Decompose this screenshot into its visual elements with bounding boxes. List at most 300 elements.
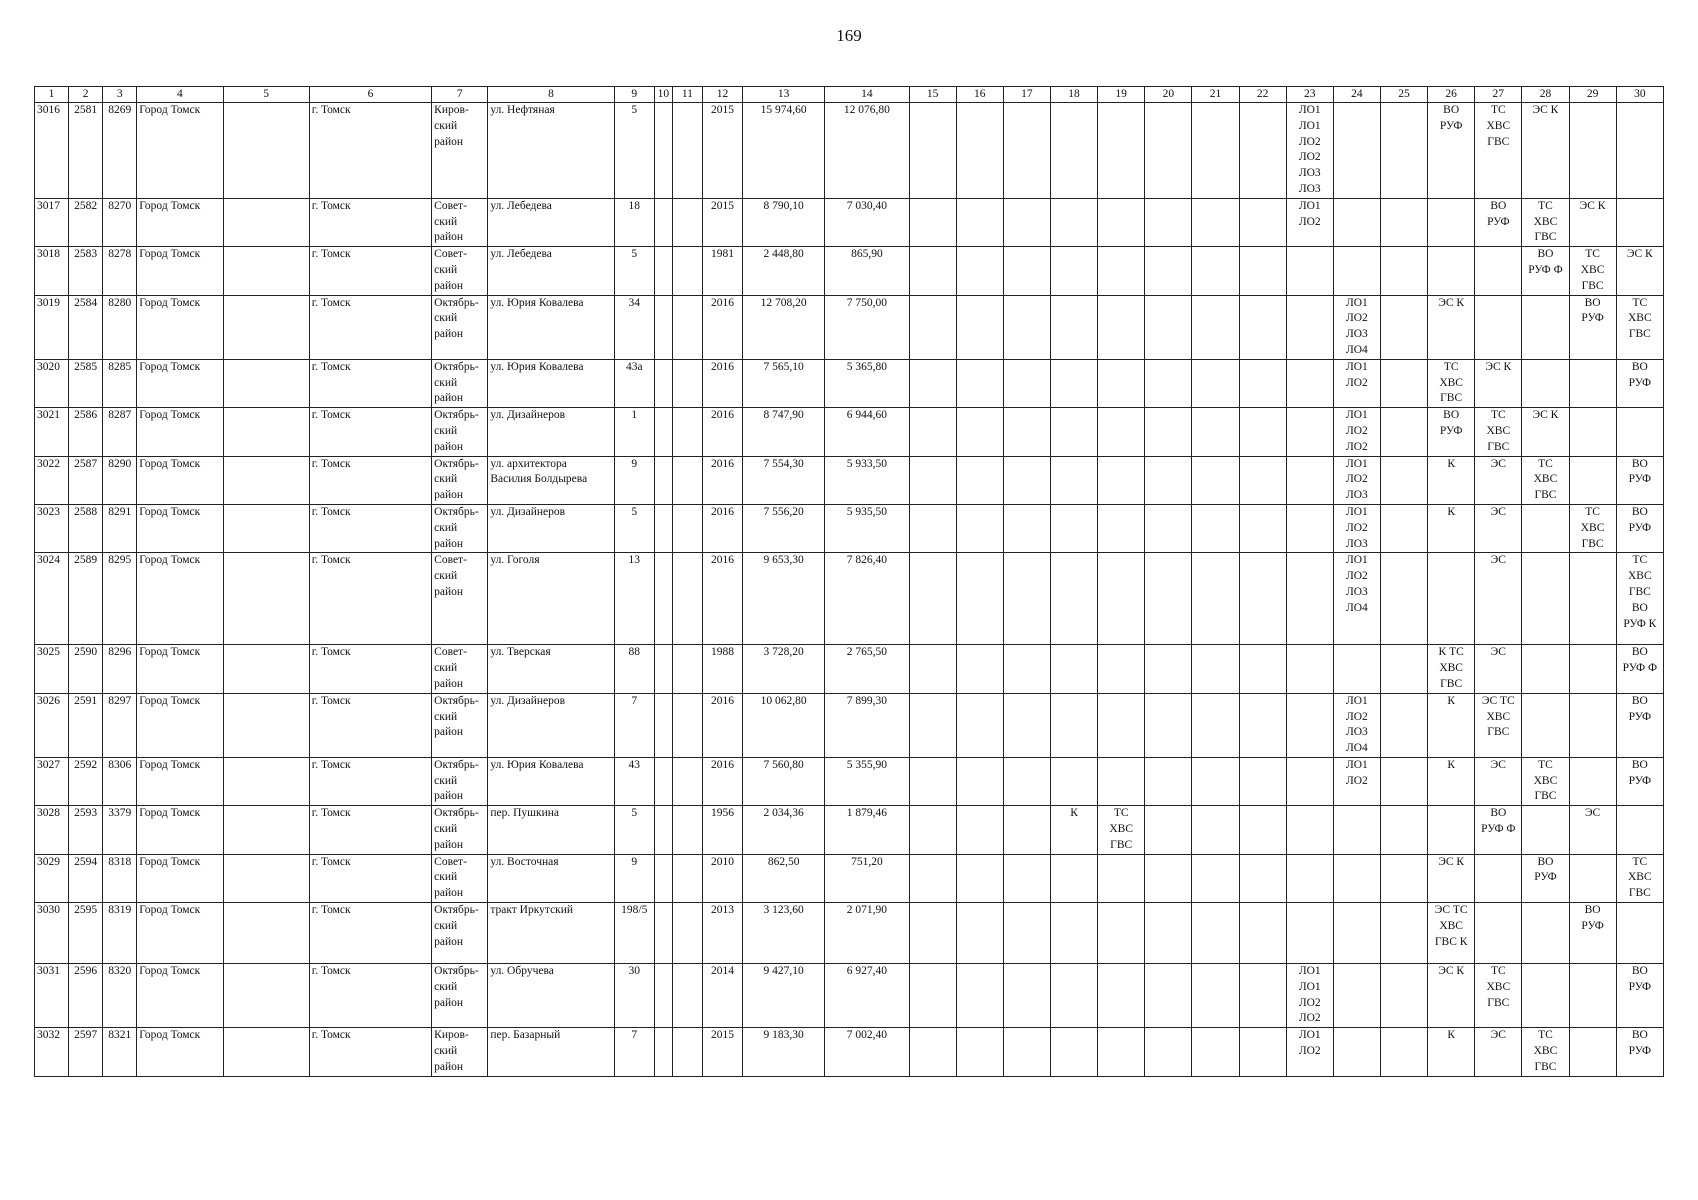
cell-col-18	[1050, 456, 1097, 504]
cell-col-6: г. Томск	[309, 757, 431, 805]
cell-col-11	[672, 964, 702, 1028]
cell-col-15	[909, 1028, 956, 1076]
cell-line: ХВС	[1439, 662, 1463, 675]
cell-col-4: Город Томск	[137, 456, 223, 504]
table-row	[35, 645, 1664, 693]
cell-line: ВО	[1631, 505, 1648, 518]
cell-col-24	[1333, 553, 1380, 645]
cell-line: ЛО1	[1345, 694, 1368, 707]
cell-col-24	[1333, 103, 1380, 199]
cell-col-8	[488, 757, 614, 805]
column-header-4: 4	[137, 87, 223, 103]
cell-line: ВО	[1537, 248, 1554, 261]
cell-line: Октябрь-	[434, 360, 479, 373]
cell-col-11	[672, 553, 702, 645]
cell-line: ГВС	[1110, 838, 1133, 851]
cell-col-14: 12 076,80	[825, 103, 909, 199]
cell-col-15	[909, 359, 956, 407]
cell-col-30	[1616, 359, 1663, 407]
column-header-29: 29	[1569, 87, 1616, 103]
cell-col-13: 3 728,20	[743, 645, 825, 693]
cell-col-21	[1192, 359, 1239, 407]
cell-col-3: 8318	[103, 854, 137, 902]
cell-col-8	[488, 295, 614, 359]
cell-col-19	[1098, 198, 1145, 246]
cell-line: ХВС	[1486, 424, 1511, 437]
cell-col-20	[1145, 854, 1192, 902]
cell-line: ЛО2	[1345, 312, 1368, 325]
cell-col-8	[488, 103, 614, 199]
cell-line: район	[434, 1060, 464, 1073]
cell-col-5	[223, 295, 309, 359]
cell-col-29	[1569, 757, 1616, 805]
page-number: 169	[836, 26, 862, 45]
cell-line: ВО	[1631, 457, 1648, 470]
cell-col-4: Город Томск	[137, 757, 223, 805]
cell-line: ский	[434, 710, 458, 723]
cell-col-21	[1192, 103, 1239, 199]
table-row	[35, 806, 1664, 854]
cell-col-5	[223, 964, 309, 1028]
column-header-9: 9	[614, 87, 654, 103]
cell-col-29	[1569, 964, 1616, 1028]
cell-col-7	[432, 553, 488, 645]
cell-col-8	[488, 247, 614, 295]
cell-line: ЛО1	[1345, 409, 1368, 422]
cell-col-22	[1239, 103, 1286, 199]
cell-col-25	[1380, 198, 1427, 246]
cell-line: район	[434, 585, 464, 598]
cell-col-16	[956, 854, 1003, 902]
cell-col-8	[488, 408, 614, 456]
cell-col-21	[1192, 408, 1239, 456]
cell-line: ГВС	[1534, 790, 1557, 803]
cell-col-19	[1098, 645, 1145, 693]
cell-col-20	[1145, 198, 1192, 246]
cell-col-24	[1333, 359, 1380, 407]
cell-line: ТС	[1632, 855, 1648, 868]
cell-col-29	[1569, 103, 1616, 199]
cell-col-6: г. Томск	[309, 693, 431, 757]
column-header-21: 21	[1192, 87, 1239, 103]
cell-line: Василия Болдырева	[490, 473, 588, 486]
cell-line: ЭС К	[1579, 199, 1606, 212]
cell-col-18	[1050, 198, 1097, 246]
cell-col-28	[1522, 103, 1569, 199]
cell-col-9: 7	[614, 693, 654, 757]
cell-col-30	[1616, 504, 1663, 552]
cell-col-14: 7 002,40	[825, 1028, 909, 1076]
cell-line: ТС	[1490, 965, 1506, 978]
cell-col-20	[1145, 359, 1192, 407]
cell-line: ВО	[1537, 855, 1554, 868]
cell-col-9: 198/5	[614, 903, 654, 964]
cell-line: ский	[434, 774, 458, 787]
cell-col-19	[1098, 757, 1145, 805]
cell-line: район	[434, 935, 464, 948]
cell-col-15	[909, 645, 956, 693]
cell-col-22	[1239, 806, 1286, 854]
cell-col-22	[1239, 645, 1286, 693]
cell-col-15	[909, 504, 956, 552]
cell-col-10	[654, 645, 672, 693]
cell-col-13: 7 554,30	[743, 456, 825, 504]
cell-col-21	[1192, 247, 1239, 295]
cell-col-13: 7 556,20	[743, 504, 825, 552]
cell-col-5	[223, 903, 309, 964]
cell-line: ЭС	[1490, 554, 1506, 567]
cell-col-2: 2584	[69, 295, 103, 359]
cell-col-18	[1050, 645, 1097, 693]
cell-col-5	[223, 693, 309, 757]
cell-col-30	[1616, 295, 1663, 359]
cell-col-20	[1145, 806, 1192, 854]
cell-line: ТС	[1113, 807, 1129, 820]
cell-col-15	[909, 456, 956, 504]
cell-col-28	[1522, 295, 1569, 359]
column-header-14: 14	[825, 87, 909, 103]
cell-col-10	[654, 247, 672, 295]
column-header-2: 2	[69, 87, 103, 103]
cell-col-3: 8280	[103, 295, 137, 359]
cell-col-26	[1428, 408, 1475, 456]
cell-line: РУФ	[1439, 119, 1463, 132]
table-row	[35, 504, 1664, 552]
cell-col-24	[1333, 854, 1380, 902]
cell-col-28	[1522, 693, 1569, 757]
cell-line: ХВС	[1486, 710, 1511, 723]
cell-col-14: 2 071,90	[825, 903, 909, 964]
cell-col-8	[488, 359, 614, 407]
cell-col-23	[1286, 854, 1333, 902]
cell-col-1: 3022	[35, 456, 69, 504]
cell-col-22	[1239, 247, 1286, 295]
cell-col-24	[1333, 757, 1380, 805]
cell-col-19	[1098, 456, 1145, 504]
cell-col-17	[1003, 1028, 1050, 1076]
cell-line: Совет-	[434, 646, 467, 659]
cell-line: район	[434, 838, 464, 851]
cell-col-6: г. Томск	[309, 1028, 431, 1076]
cell-col-5	[223, 645, 309, 693]
cell-col-7	[432, 198, 488, 246]
cell-col-17	[1003, 408, 1050, 456]
cell-col-11	[672, 247, 702, 295]
cell-col-8	[488, 553, 614, 645]
cell-col-2: 2581	[69, 103, 103, 199]
cell-line: ГВС	[1581, 279, 1604, 292]
cell-col-7	[432, 359, 488, 407]
cell-col-16	[956, 198, 1003, 246]
cell-col-29	[1569, 456, 1616, 504]
cell-col-17	[1003, 806, 1050, 854]
cell-col-24	[1333, 295, 1380, 359]
cell-col-30	[1616, 456, 1663, 504]
table-row	[35, 103, 1664, 199]
cell-col-30	[1616, 198, 1663, 246]
cell-col-7	[432, 693, 488, 757]
cell-col-28	[1522, 757, 1569, 805]
cell-col-24	[1333, 456, 1380, 504]
cell-col-5	[223, 408, 309, 456]
cell-col-6: г. Томск	[309, 645, 431, 693]
cell-line: ТС	[1632, 554, 1648, 567]
cell-line: ский	[434, 980, 458, 993]
table-body	[35, 103, 1664, 1077]
cell-line: район	[434, 392, 464, 405]
cell-col-18	[1050, 408, 1097, 456]
cell-col-28	[1522, 964, 1569, 1028]
cell-line: ХВС	[1580, 521, 1605, 534]
cell-col-28	[1522, 504, 1569, 552]
cell-col-23	[1286, 757, 1333, 805]
cell-col-18	[1050, 964, 1097, 1028]
cell-line: район	[434, 135, 464, 148]
cell-line: РУФ	[1487, 215, 1510, 228]
cell-col-9: 43	[614, 757, 654, 805]
cell-col-2: 2583	[69, 247, 103, 295]
cell-col-18	[1050, 553, 1097, 645]
cell-col-3: 8290	[103, 456, 137, 504]
cell-col-11	[672, 854, 702, 902]
cell-col-18	[1050, 903, 1097, 964]
cell-col-8	[488, 456, 614, 504]
column-header-23: 23	[1286, 87, 1333, 103]
cell-col-3: 8287	[103, 408, 137, 456]
cell-col-28	[1522, 854, 1569, 902]
cell-col-2: 2592	[69, 757, 103, 805]
cell-col-11	[672, 408, 702, 456]
cell-col-21	[1192, 1028, 1239, 1076]
cell-col-6: г. Томск	[309, 359, 431, 407]
cell-col-27	[1475, 456, 1522, 504]
cell-line: ХВС	[1628, 570, 1652, 583]
cell-col-8	[488, 964, 614, 1028]
cell-line: ул. архитектора	[490, 457, 567, 470]
cell-line: ул. Восточная	[490, 855, 559, 868]
cell-col-17	[1003, 903, 1050, 964]
cell-col-4: Город Томск	[137, 553, 223, 645]
cell-col-23	[1286, 645, 1333, 693]
cell-col-26	[1428, 103, 1475, 199]
cell-col-12: 1956	[702, 806, 742, 854]
cell-line: РУФ	[1628, 376, 1652, 389]
table-row	[35, 854, 1664, 902]
cell-col-13: 10 062,80	[743, 693, 825, 757]
cell-col-12: 1988	[702, 645, 742, 693]
cell-col-1: 3017	[35, 198, 69, 246]
cell-line: ХВС	[1533, 473, 1558, 486]
cell-col-6: г. Томск	[309, 198, 431, 246]
cell-col-16	[956, 103, 1003, 199]
cell-col-28	[1522, 1028, 1569, 1076]
cell-col-24	[1333, 504, 1380, 552]
cell-col-21	[1192, 806, 1239, 854]
cell-col-27	[1475, 247, 1522, 295]
cell-line: район	[434, 726, 464, 739]
cell-col-27	[1475, 359, 1522, 407]
cell-line: ЛО3	[1298, 182, 1321, 195]
cell-col-2: 2582	[69, 198, 103, 246]
cell-col-30	[1616, 964, 1663, 1028]
cell-col-13: 12 708,20	[743, 295, 825, 359]
cell-col-28	[1522, 408, 1569, 456]
cell-line: Октябрь-	[434, 457, 479, 470]
cell-col-4: Город Томск	[137, 903, 223, 964]
cell-col-4: Город Томск	[137, 693, 223, 757]
cell-col-27	[1475, 408, 1522, 456]
column-header-22: 22	[1239, 87, 1286, 103]
cell-line: РУФ	[1628, 1045, 1652, 1058]
cell-col-30	[1616, 247, 1663, 295]
cell-line: РУФ	[1628, 473, 1652, 486]
cell-line: Киров-	[434, 104, 469, 116]
cell-line: Совет-	[434, 199, 467, 212]
cell-col-14: 6 944,60	[825, 408, 909, 456]
cell-line: ЛО3	[1345, 328, 1368, 341]
cell-col-8	[488, 903, 614, 964]
cell-col-19	[1098, 693, 1145, 757]
cell-line: ЛО2	[1298, 996, 1321, 1009]
cell-col-17	[1003, 456, 1050, 504]
cell-col-6: г. Томск	[309, 103, 431, 199]
cell-col-15	[909, 693, 956, 757]
cell-line: ЛО2	[1345, 376, 1368, 389]
cell-col-17	[1003, 854, 1050, 902]
cell-col-1: 3025	[35, 645, 69, 693]
cell-col-11	[672, 693, 702, 757]
cell-col-29	[1569, 408, 1616, 456]
cell-col-1: 3031	[35, 964, 69, 1028]
cell-col-13: 8 790,10	[743, 198, 825, 246]
cell-line: ул. Лебедева	[490, 199, 552, 212]
cell-col-11	[672, 806, 702, 854]
cell-line: РУФ	[1628, 710, 1652, 723]
cell-line: район	[434, 790, 464, 803]
cell-col-12: 2016	[702, 295, 742, 359]
column-header-30: 30	[1616, 87, 1663, 103]
cell-line: Октябрь-	[434, 904, 479, 917]
cell-col-3: 8278	[103, 247, 137, 295]
cell-col-9: 1	[614, 408, 654, 456]
cell-line: РУФ	[1628, 521, 1652, 534]
cell-col-8	[488, 854, 614, 902]
cell-line: ВО	[1584, 904, 1601, 917]
cell-col-2: 2588	[69, 504, 103, 552]
cell-col-18	[1050, 757, 1097, 805]
cell-col-7	[432, 295, 488, 359]
cell-line: ский	[434, 570, 458, 583]
cell-col-15	[909, 903, 956, 964]
cell-line: ский	[434, 312, 458, 325]
cell-line: К	[1070, 807, 1078, 820]
cell-col-4: Город Томск	[137, 806, 223, 854]
cell-col-1: 3020	[35, 359, 69, 407]
cell-col-5	[223, 456, 309, 504]
cell-col-29	[1569, 247, 1616, 295]
cell-line: ХВС	[1533, 1045, 1558, 1058]
cell-col-14: 751,20	[825, 854, 909, 902]
cell-col-10	[654, 806, 672, 854]
cell-col-24	[1333, 903, 1380, 964]
column-header-25: 25	[1380, 87, 1427, 103]
cell-col-3: 3379	[103, 806, 137, 854]
cell-line: ЛО1	[1298, 104, 1321, 116]
cell-col-29	[1569, 806, 1616, 854]
cell-col-9: 5	[614, 247, 654, 295]
cell-line: Совет-	[434, 554, 467, 567]
cell-line: ГВС	[1534, 1060, 1557, 1073]
table-row	[35, 456, 1664, 504]
cell-col-27	[1475, 854, 1522, 902]
cell-col-19	[1098, 553, 1145, 645]
cell-line: К	[1447, 1029, 1455, 1042]
cell-col-28	[1522, 198, 1569, 246]
cell-line: район	[434, 537, 464, 550]
cell-col-2: 2586	[69, 408, 103, 456]
cell-col-30	[1616, 854, 1663, 902]
cell-line: ский	[434, 376, 458, 389]
column-header-12: 12	[702, 87, 742, 103]
cell-col-12: 2016	[702, 693, 742, 757]
cell-line: ЭС К	[1532, 104, 1559, 116]
cell-line: ЛО3	[1345, 585, 1368, 598]
cell-col-16	[956, 964, 1003, 1028]
cell-col-19	[1098, 103, 1145, 199]
cell-col-13: 9 183,30	[743, 1028, 825, 1076]
cell-col-30	[1616, 103, 1663, 199]
cell-col-3: 8291	[103, 504, 137, 552]
cell-line: ЛО4	[1345, 742, 1368, 755]
cell-line: ГВС	[1440, 392, 1463, 405]
cell-col-25	[1380, 757, 1427, 805]
cell-col-10	[654, 103, 672, 199]
cell-line: ул. Дизайнеров	[490, 505, 566, 518]
cell-col-16	[956, 1028, 1003, 1076]
cell-line: ЭС К	[1485, 360, 1512, 373]
cell-col-5	[223, 504, 309, 552]
cell-col-3: 8296	[103, 645, 137, 693]
cell-col-10	[654, 359, 672, 407]
cell-col-3: 8270	[103, 198, 137, 246]
table-row	[35, 693, 1664, 757]
cell-col-10	[654, 757, 672, 805]
cell-col-26	[1428, 553, 1475, 645]
cell-col-17	[1003, 295, 1050, 359]
cell-line: ВО	[1631, 694, 1648, 707]
cell-col-17	[1003, 645, 1050, 693]
cell-line: пер. Базарный	[490, 1029, 561, 1042]
cell-col-23	[1286, 456, 1333, 504]
cell-col-19	[1098, 295, 1145, 359]
cell-col-18	[1050, 247, 1097, 295]
cell-line: ЭС	[1490, 646, 1506, 659]
cell-col-22	[1239, 854, 1286, 902]
cell-col-17	[1003, 359, 1050, 407]
cell-line: ЭС К	[1438, 965, 1465, 978]
cell-col-9: 9	[614, 854, 654, 902]
cell-col-27	[1475, 645, 1522, 693]
cell-col-30	[1616, 757, 1663, 805]
cell-col-1: 3016	[35, 103, 69, 199]
cell-line: ЛО2	[1345, 521, 1368, 534]
cell-col-21	[1192, 295, 1239, 359]
cell-col-24	[1333, 806, 1380, 854]
cell-col-2: 2587	[69, 456, 103, 504]
cell-col-16	[956, 553, 1003, 645]
cell-col-24	[1333, 1028, 1380, 1076]
cell-col-28	[1522, 903, 1569, 964]
